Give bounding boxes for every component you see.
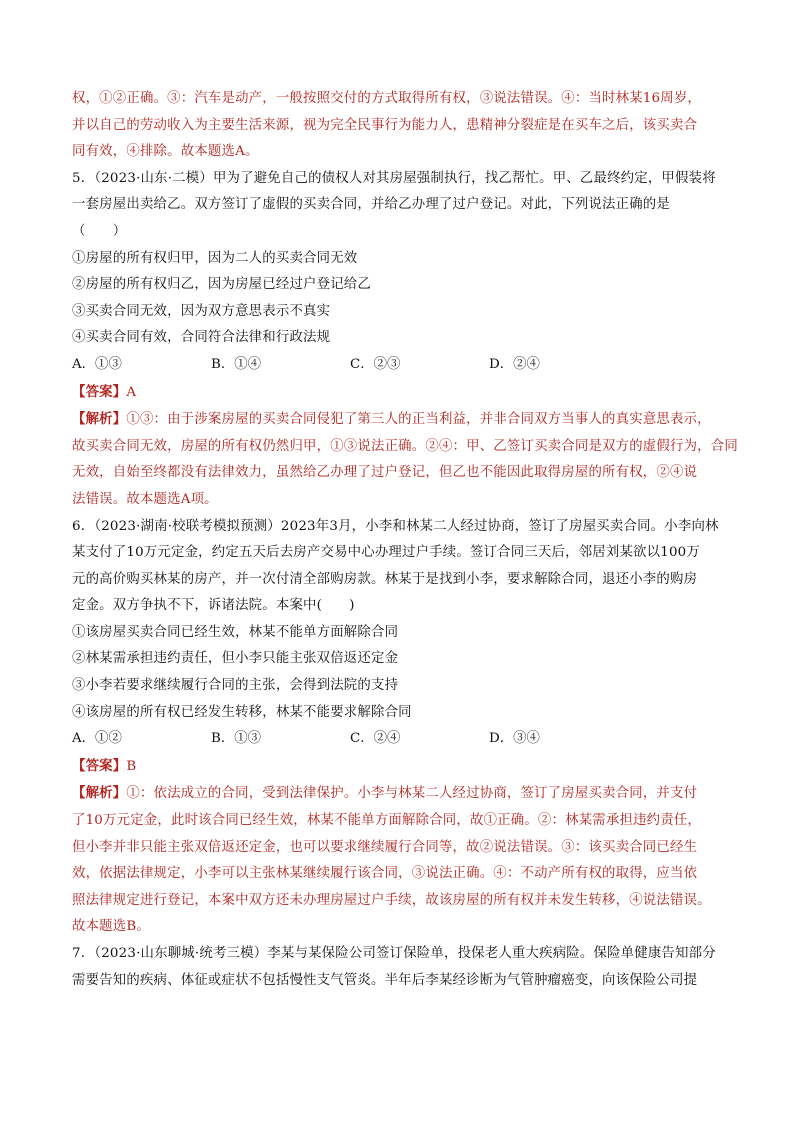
answer-value: B [126, 758, 137, 774]
statement-item: ①该房屋买卖合同已经生效，林某不能单方面解除合同 [72, 624, 399, 640]
statement-item: ②房屋的所有权归乙，因为房屋已经过户登记给乙 [72, 277, 371, 293]
text-line: 同有效，④排除。故本题选A。 [72, 144, 259, 160]
question-5 [72, 166, 738, 514]
statement-item: ②林某需承担违约责任，但小李只能主张双倍返还定金 [72, 651, 399, 667]
statement-item: ③买卖合同无效，因为双方意思表示不真实 [72, 303, 331, 319]
option-b: B．①④ [211, 356, 262, 372]
question-7 [72, 941, 722, 994]
analysis-label: 【解析】 [72, 785, 127, 802]
analysis-line: 了10万元定金，此时该合同已经生效，林某不能单方面解除合同，故①正确。②：林某需承担违约责任， [72, 813, 702, 829]
analysis-block [72, 780, 722, 941]
question-stem: 5．（2023·山东·二模）甲为了避免自己的债权人对其房屋强制执行，找乙帮忙。甲、乙最终约定，甲假装将 [72, 170, 716, 186]
question-stem: （ ） [72, 223, 127, 239]
question-stem: 6．（2023·湖南·校联考模拟预测）2023年3月，小李和林某二人经过协商，签订了房屋买卖合同。小李向林 [72, 518, 719, 534]
analysis-line [72, 780, 722, 808]
answer-value: A [126, 384, 137, 400]
question-stem: 一套房屋出卖给乙。双方签订了虚假的买卖合同，并给乙办理了过户登记。对此，下列说法正确的是 [72, 197, 670, 213]
option-a: A．①③ [72, 356, 122, 372]
analysis-line: 无效，自始至终都没有法律效力，虽然给乙办理了过户登记，但乙也不能因此取得房屋的所有权，②④说 [72, 465, 698, 481]
answer-options [72, 352, 722, 379]
question-6 [72, 514, 722, 942]
analysis-line: 效，依据法律规定，小李可以主张林某继续履行该合同，③说法正确。④：不动产所有权的取得，应当依 [72, 866, 698, 882]
analysis-line: 法错误。故本题选A项。 [72, 491, 218, 507]
question-stem: 需要告知的疾病、体征或症状不包括慢性支气管炎。半年后李某经诊断为气管肿瘤癌变，向该保险公司提 [72, 972, 698, 988]
statement-item: ③小李若要求继续履行合同的主张，会得到法院的支持 [72, 678, 399, 694]
answer-label: 【答案】 [72, 383, 127, 400]
question-stem: 7．（2023·山东聊城·统考三模）李某与某保险公司签订保险单，投保老人重大疾病险。保险单健康告知部分 [72, 946, 716, 961]
option-a: A．①② [72, 731, 122, 747]
answer-line [72, 379, 722, 407]
analysis-line: 故本题选B。 [72, 919, 150, 935]
analysis-line: 但小李并非只能主张双倍返还定金，也可以要求继续履行合同等，故②说法错误。③：该买卖合同已经生 [72, 839, 698, 855]
analysis-text: ①③：由于涉案房屋的买卖合同侵犯了第三人的正当利益，并非合同双方当事人的真实意思表示， [126, 412, 711, 428]
option-c: C．②④ [350, 731, 401, 747]
question-stem: 定金。双方争执不下，诉诸法院。本案中( ) [72, 598, 355, 614]
analysis-text: ①：依法成立的合同，受到法律保护。小李与林某二人经过协商，签订了房屋买卖合同，并支付 [126, 786, 698, 802]
analysis-line [72, 406, 722, 434]
option-c: C．②③ [350, 356, 401, 372]
option-d: D．②④ [489, 356, 540, 372]
analysis-block [72, 406, 738, 513]
analysis-line: 故买卖合同无效，房屋的所有权仍然归甲，①③说法正确。②④：甲、乙签订买卖合同是双方的虚假行为，合同 [72, 438, 738, 454]
analysis-line: 照法律规定进行登记，本案中双方还未办理房屋过户手续，故该房屋的所有权并未发生转移，④说法错误。 [72, 892, 711, 908]
text-line: 并以自己的劳动收入为主要生活来源，视为完全民事行为能力人，患精神分裂症是在买车之后，该买卖合 [72, 117, 698, 133]
question-stem: 元的高价购买林某的房产，并一次付清全部购房款。林某于是找到小李，要求解除合同，退还小李的购房 [72, 571, 698, 587]
option-d: D．③④ [489, 731, 540, 747]
statement-item: ④买卖合同有效，合同符合法律和行政法规 [72, 330, 331, 346]
answer-label: 【答案】 [72, 757, 127, 774]
answer-line [72, 753, 722, 781]
statement-item: ①房屋的所有权归甲，因为二人的买卖合同无效 [72, 250, 358, 266]
analysis-label: 【解析】 [72, 411, 127, 428]
text-line: 权，①②正确。③：汽车是动产，一般按照交付的方式取得所有权，③说法错误。④：当时林某16周岁， [72, 91, 702, 106]
answer-options [72, 726, 722, 753]
option-b: B．①③ [211, 731, 262, 747]
previous-explanation [72, 86, 722, 166]
document-page [72, 86, 738, 994]
statement-item: ④该房屋的所有权已经发生转移，林某不能要求解除合同 [72, 704, 412, 720]
question-stem: 某支付了10万元定金，约定五天后去房产交易中心办理过户手续。签订合同三天后，邻居刘某欲以100万 [72, 545, 700, 561]
